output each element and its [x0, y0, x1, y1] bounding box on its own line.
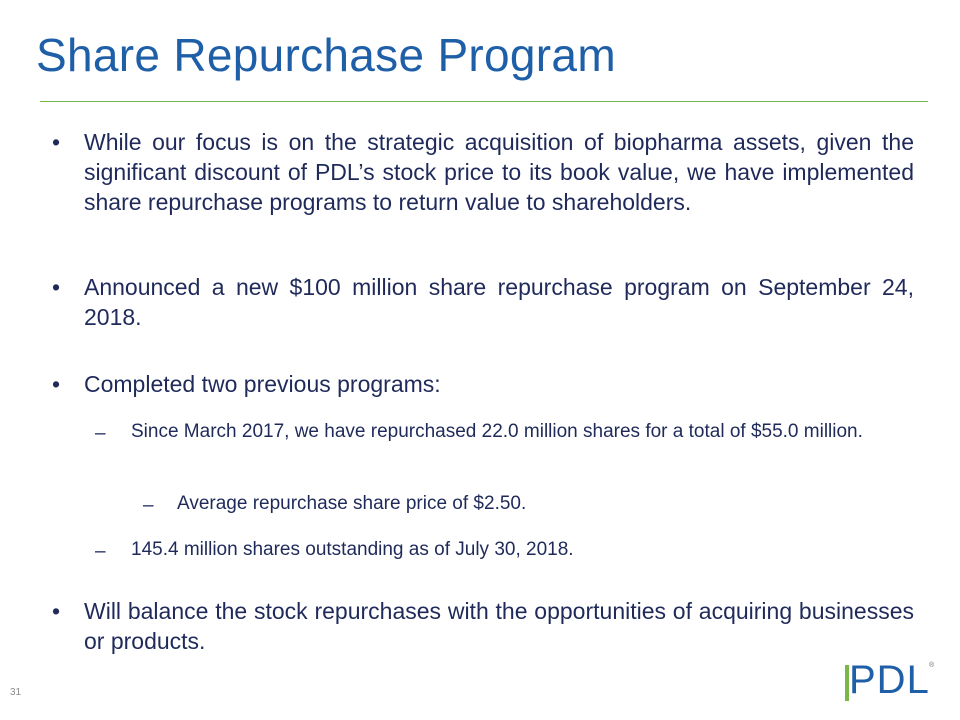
bullet-text: Completed two previous programs: — [84, 371, 441, 397]
registered-mark-icon: ® — [929, 662, 935, 669]
pdl-logo — [845, 658, 937, 702]
bullet-dot-icon: • — [51, 371, 61, 397]
title-divider — [40, 101, 928, 102]
sub-sub-bullet-item — [143, 491, 914, 516]
dash-icon: – — [143, 495, 154, 516]
sub-bullet-text: Since March 2017, we have repurchased 22.0 million shares for a total of $55.0 million. — [131, 421, 863, 442]
bullet-text: Will balance the stock repurchases with the opportunities of acquiring businesses or products. — [84, 598, 914, 654]
sub-bullet-item — [95, 419, 914, 444]
slide-title: Share Repurchase Program — [36, 29, 616, 81]
dash-icon: – — [95, 423, 106, 444]
dash-icon: – — [95, 541, 106, 562]
bullet-dot-icon: • — [51, 598, 61, 624]
bullet-item — [51, 127, 914, 217]
logo-text: PDL — [849, 658, 930, 702]
bullet-item — [51, 596, 914, 656]
sub-bullet-text: 145.4 million shares outstanding as of July 30, 2018. — [131, 539, 574, 560]
bullet-dot-icon: • — [51, 274, 61, 300]
bullet-text: Announced a new $100 million share repurchase program on September 24, 2018. — [84, 274, 914, 330]
bullet-text: While our focus is on the strategic acquisition of biopharma assets, given the significant discount of PDL’s stock price to its book value, we have implemented share repurchase programs to return value to shareholders. — [84, 129, 914, 215]
sub-sub-bullet-text: Average repurchase share price of $2.50. — [177, 493, 527, 514]
sub-bullet-item — [95, 537, 914, 562]
bullet-item — [51, 272, 914, 332]
bullet-item — [51, 369, 914, 399]
bullet-dot-icon: • — [51, 129, 61, 155]
page-number: 31 — [10, 687, 22, 698]
